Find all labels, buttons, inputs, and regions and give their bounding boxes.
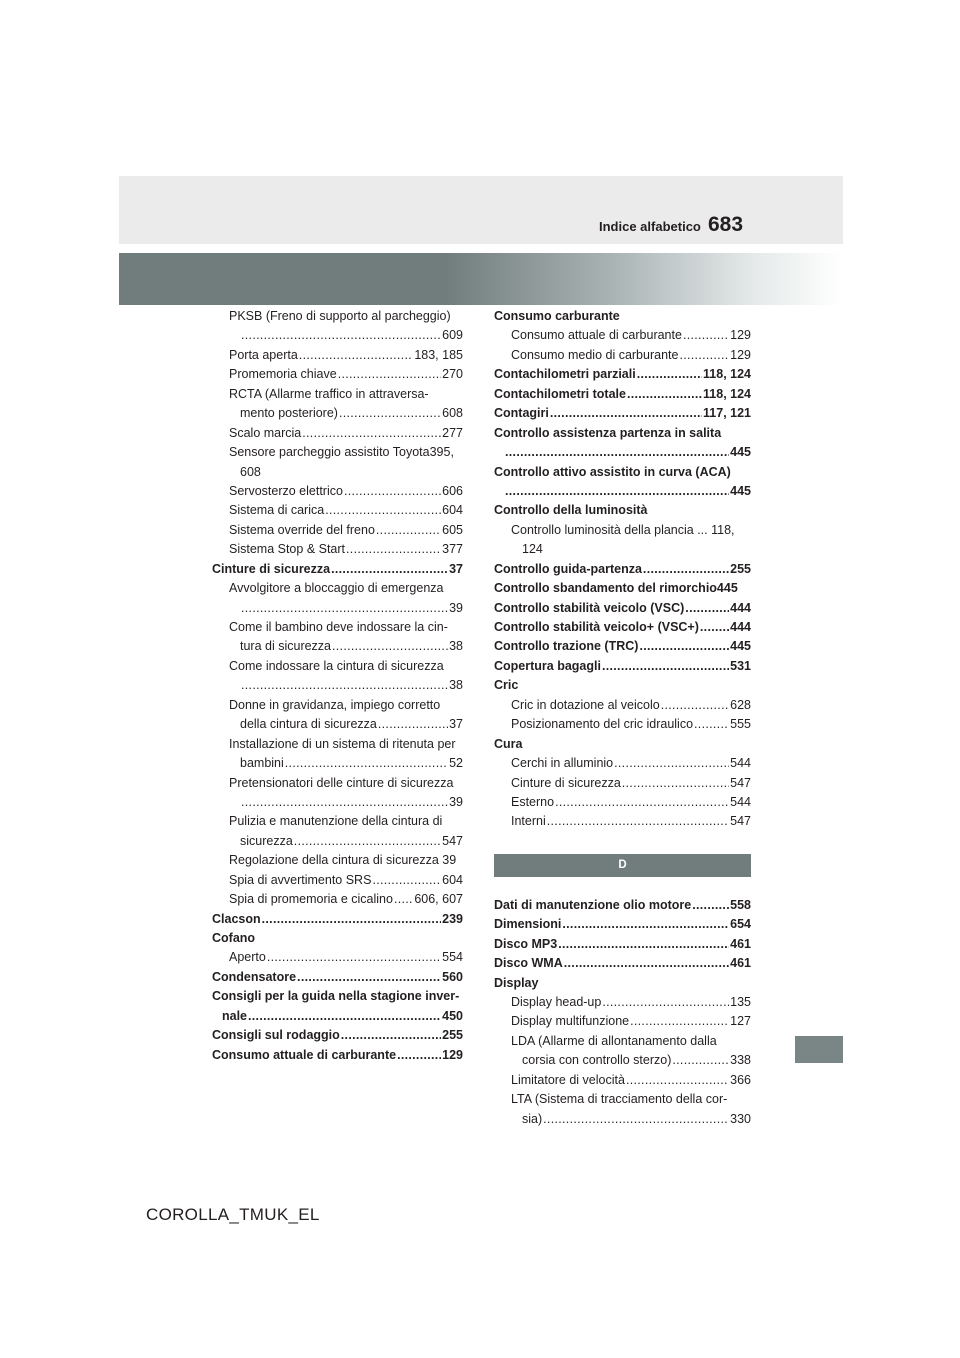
index-entry [494,735,751,754]
index-entry-page: 129 [442,1047,463,1062]
dot-leader [700,618,729,637]
index-entry [212,404,463,423]
dot-leader [299,346,414,365]
index-entry-text: Controllo luminosità della plancia ... 118, [511,522,735,537]
index-entry [494,404,751,423]
index-entry-text: Servosterzo elettrico [229,483,343,498]
dot-leader [241,676,448,695]
index-entry-page: 377 [442,542,463,557]
index-entry [494,482,751,501]
index-entry [494,935,751,954]
index-entry [212,1007,463,1026]
index-entry-page: 445 [730,639,751,654]
dot-leader [297,968,441,987]
index-entry-text: PKSB (Freno di supporto al parcheggio) [229,309,451,323]
index-entry [494,599,751,618]
index-entry [494,1032,751,1051]
index-entry-text: Donne in gravidanza, impiego corretto [229,697,441,712]
index-entry-text: LDA (Allarme di allontanamento dalla [511,1033,717,1048]
section-title: Indice alfabetico [599,219,701,234]
index-entry [212,851,463,870]
index-entry [212,832,463,851]
index-entry-page: 606 [442,483,463,498]
dot-leader [550,404,702,423]
page-number: 683 [708,213,744,236]
index-entry-text: bambini [240,756,284,771]
index-entry [212,307,463,326]
index-entry-text: Clacson [212,911,261,926]
index-entry-text: Sensore parcheggio assistito Toyota395, [229,445,454,460]
index-entry-text: Controllo assistenza partenza in salita [494,425,722,440]
index-entry-text: Display multifunzione [511,1014,630,1029]
index-entry [212,521,463,540]
index-entry-page: 37 [449,717,463,732]
index-entry-text: Contagiri [494,406,549,421]
dot-leader [602,993,729,1012]
index-entry-page: 654 [730,917,751,932]
dot-leader [692,896,729,915]
index-entry-text: Sistema override del freno [229,522,375,537]
dot-leader [267,948,441,967]
index-entry-page: 255 [730,561,751,576]
index-entry [212,1046,463,1065]
index-entry-text: Controllo trazione (TRC) [494,639,639,654]
index-entry-text: Controllo sbandamento del rimorchio445 [494,581,738,596]
index-entry [212,463,463,482]
index-entry-text: Cric [494,678,519,693]
dot-leader [285,754,448,773]
index-entry-page: 239 [442,911,463,926]
index-entry-text: 124 [522,542,543,557]
index-entry-text: Come indossare la cintura di sicurezza [229,658,444,673]
index-entry [494,774,751,793]
index-entry-page: 255 [442,1028,463,1043]
index-entry-page: 135 [730,995,751,1009]
index-entry-page: 37 [449,561,463,576]
index-entry-text: Controllo attivo assistito in curva (ACA) [494,464,731,479]
index-entry-page: 38 [449,678,463,693]
dot-leader [331,560,448,579]
dot-leader [338,365,441,384]
dot-leader [505,443,729,462]
index-entry-page: 461 [730,956,751,971]
index-entry-page: 52 [449,756,463,771]
index-entry [212,482,463,501]
index-entry [494,676,751,695]
index-entry-text: Promemoria chiave [229,367,337,382]
dot-leader [397,1046,441,1065]
index-entry-text: Cinture di sicurezza [212,561,331,576]
index-entry-text: Copertura bagagli [494,658,601,673]
index-entry-text: Spia di avvertimento SRS [229,872,372,887]
dot-leader [627,385,702,404]
index-entry-text: mento posteriore) [240,406,338,421]
index-entry [212,948,463,967]
index-entry [494,307,751,326]
index-entry-text: Cric in dotazione al veicolo [511,697,660,712]
index-entry-page: 330 [730,1111,751,1126]
index-entry-page: 628 [730,697,751,712]
index-entry-text: 608 [240,464,261,479]
index-entry-page: 118, 124 [703,367,751,382]
index-entry-page: 39 [449,794,463,809]
index-entry-text: Consumo carburante [494,309,620,323]
index-entry-text: nale [222,1008,248,1023]
index-entry [212,676,463,695]
dot-leader [394,890,413,909]
index-entry [494,618,751,637]
index-entry [494,657,751,676]
dot-leader [547,812,729,831]
index-entry-text: Consumo attuale di carburante [511,328,682,343]
index-column-left [212,307,463,1065]
index-entry [494,1051,751,1070]
index-entry [494,754,751,773]
index-entry-page: 560 [442,969,463,984]
dot-leader [294,832,441,851]
index-entry-text: Contachilometri totale [494,386,626,401]
index-entry-text: Dimensioni [494,917,562,932]
index-entry-page: 127 [730,1014,751,1029]
index-entry [212,715,463,734]
index-entry-text: della cintura di sicurezza [240,717,377,732]
index-entry-page: 544 [730,794,751,809]
index-entry [494,637,751,656]
index-entry [212,968,463,987]
index-entry-text: Controllo stabilità veicolo (VSC) [494,600,685,615]
index-entry [212,326,463,345]
index-entry-page: 277 [442,425,463,440]
dot-leader [626,1071,729,1090]
index-entry-text: Avvolgitore a bloccaggio di emergenza [229,581,444,596]
index-entry [212,774,463,793]
index-entry-text: Regolazione della cintura di sicurezza 39 [229,853,457,868]
decorative-gradient-bar [119,253,843,305]
dot-leader [248,1007,441,1026]
dot-leader [614,754,729,773]
index-entry-text: Esterno [511,794,555,809]
dot-leader [683,326,729,345]
index-entry-text: Pretensionatori delle cinture di sicurezza [229,775,454,790]
index-entry [494,443,751,462]
index-entry [494,954,751,973]
dot-leader [639,637,729,656]
index-entry-text: Disco WMA [494,956,563,971]
index-entry-page: 604 [442,503,463,518]
index-entry-page: 558 [730,897,751,912]
index-entry [212,735,463,754]
dot-leader [339,404,441,423]
index-entry-text: Aperto [229,950,266,965]
index-entry [212,793,463,812]
index-entry [494,560,751,579]
dot-leader [672,1051,729,1070]
dot-leader [378,715,448,734]
index-entry-text: Controllo della luminosità [494,503,648,518]
index-entry [212,1026,463,1045]
index-entry-page: 531 [730,658,751,673]
dot-leader [602,657,729,676]
dot-leader [344,482,441,501]
index-entry-page: 270 [442,367,463,382]
dot-leader [262,910,442,929]
dot-leader [505,482,729,501]
index-entry-page: 604 [442,872,463,887]
index-entry [212,929,463,948]
index-entry [494,346,751,365]
index-entry [494,696,751,715]
index-entry [494,365,751,384]
index-entry [494,424,751,443]
index-entry-text: Cura [494,736,523,751]
index-entry-page: 544 [730,756,751,771]
index-entry-page: 445 [730,445,751,460]
index-entry [212,346,463,365]
index-entry [212,599,463,618]
index-entry-text: Porta aperta [229,347,298,362]
index-entry [494,463,751,482]
index-entry-text: Posizionamento del cric idraulico [511,717,694,732]
index-entry-text: Dati di manutenzione olio motore [494,897,692,912]
index-entry [494,715,751,734]
dot-leader [325,501,441,520]
index-entry-page: 608 [442,406,463,421]
index-entry-text: RCTA (Allarme traffico in attraversa- [229,386,429,401]
index-entry [212,579,463,598]
dot-leader [661,696,729,715]
index-entry-text: Installazione di un sistema di ritenuta per [229,736,456,751]
index-entry [494,1090,751,1109]
index-entry [212,385,463,404]
index-entry-text: Cerchi in alluminio [511,756,614,771]
index-entry [212,987,463,1006]
index-entry [494,579,751,598]
index-entry [212,696,463,715]
index-entry-text: Cofano [212,931,256,945]
index-entry-page: 461 [730,936,751,951]
index-entry-text: Display head-up [511,995,602,1009]
index-entry [212,754,463,773]
dot-leader [241,599,448,618]
dot-leader [685,599,729,618]
index-entry-text: sia) [522,1111,543,1126]
index-entry-page: 606, 607 [414,892,463,907]
index-entry-text: Sistema di carica [229,503,325,518]
index-entry-text: sicurezza [240,833,293,848]
index-entry-page: 117, 121 [703,406,751,421]
dot-leader [679,346,729,365]
dot-leader [562,915,729,934]
index-entry [494,521,751,540]
index-entry-page: 338 [730,1053,751,1068]
index-entry-text: Consumo medio di carburante [511,347,679,362]
index-entry [212,365,463,384]
index-entry-text: Scalo marcia [229,425,302,440]
dot-leader [346,540,441,559]
dot-leader [630,1012,729,1031]
index-entry-text: Spia di promemoria e cicalino [229,892,393,907]
dot-leader [332,637,448,656]
index-entry [494,326,751,345]
index-entry [494,540,751,559]
index-entry [494,1071,751,1090]
index-entry [494,501,751,520]
dot-leader [241,793,448,812]
index-entry-page: 129 [730,328,751,343]
index-entry [494,915,751,934]
index-entry [212,443,463,462]
index-entry-text: LTA (Sistema di tracciamento della cor- [511,1092,728,1107]
index-entry-text: Come il bambino deve indossare la cin- [229,620,448,634]
dot-leader [564,954,729,973]
index-entry [494,993,751,1012]
dot-leader [241,326,441,345]
index-entry-text: Interni [511,814,546,829]
index-column-right [494,307,751,1129]
index-entry [212,910,463,929]
index-entry [212,618,463,637]
dot-leader [372,871,441,890]
section-letter-bar: D [494,854,751,877]
index-entry [494,1012,751,1031]
index-entry [212,560,463,579]
index-entry-text: Consigli sul rodaggio [212,1028,340,1043]
index-entry-page: 39 [449,600,463,615]
index-entry-page: 366 [730,1072,751,1087]
index-entry [212,424,463,443]
index-entry-text: Display [494,975,539,990]
index-entry [494,812,751,831]
index-entry [494,1110,751,1129]
index-entry-text: Consigli per la guida nella stagione inver- [212,989,460,1004]
index-entry-text: Sistema Stop & Start [229,542,346,557]
chapter-side-tab [795,1036,843,1063]
index-entry-page: 444 [730,620,751,634]
index-entry [212,812,463,831]
index-entry [494,974,751,993]
dot-leader [543,1110,729,1129]
dot-leader [555,793,729,812]
index-entry [212,540,463,559]
index-entry-text: Condensatore [212,969,297,984]
index-entry-page: 38 [449,639,463,654]
index-entry [494,385,751,404]
index-entry-page: 547 [442,833,463,848]
index-entry-page: 554 [442,950,463,965]
dot-leader [302,424,441,443]
index-entry-page: 445 [730,483,751,498]
index-entry-page: 605 [442,522,463,537]
index-entry-text: Controllo guida-partenza [494,561,642,576]
index-entry-page: 118, 124 [703,386,751,401]
dot-leader [694,715,729,734]
index-entry-text: Pulizia e manutenzione della cintura di [229,814,443,829]
index-entry-page: 609 [442,328,463,343]
index-entry [212,637,463,656]
index-entry [212,890,463,909]
index-entry-page: 129 [730,347,751,362]
index-entry-page: 547 [730,775,751,790]
dot-leader [376,521,441,540]
index-list-c [494,307,751,832]
index-entry-page: 450 [442,1008,463,1023]
index-entry [494,793,751,812]
index-entry-text: Limitatore di velocità [511,1072,625,1087]
dot-leader [637,365,702,384]
index-entry-text: tura di sicurezza [240,639,332,654]
dot-leader [341,1026,441,1045]
index-entry-text: Disco MP3 [494,936,558,951]
index-entry-page: 555 [730,717,751,732]
index-entry [212,657,463,676]
index-entry-page: 547 [730,814,751,829]
index-entry-text: Cinture di sicurezza [511,775,621,790]
dot-leader [622,774,729,793]
index-entry-page: 183, 185 [414,347,463,362]
index-entry-text: corsia con controllo sterzo) [522,1053,672,1068]
index-entry [212,501,463,520]
index-entry-text: Contachilometri parziali [494,367,636,382]
dot-leader [558,935,729,954]
index-entry [212,871,463,890]
footer-document-code: COROLLA_TMUK_EL [146,1205,320,1224]
index-list-d [494,896,751,1129]
index-entry-text: Consumo attuale di carburante [212,1047,397,1062]
index-entry-text: Controllo stabilità veicolo+ (VSC+) [494,620,699,634]
dot-leader [643,560,729,579]
index-entry-page: 444 [730,600,751,615]
index-entry [494,896,751,915]
